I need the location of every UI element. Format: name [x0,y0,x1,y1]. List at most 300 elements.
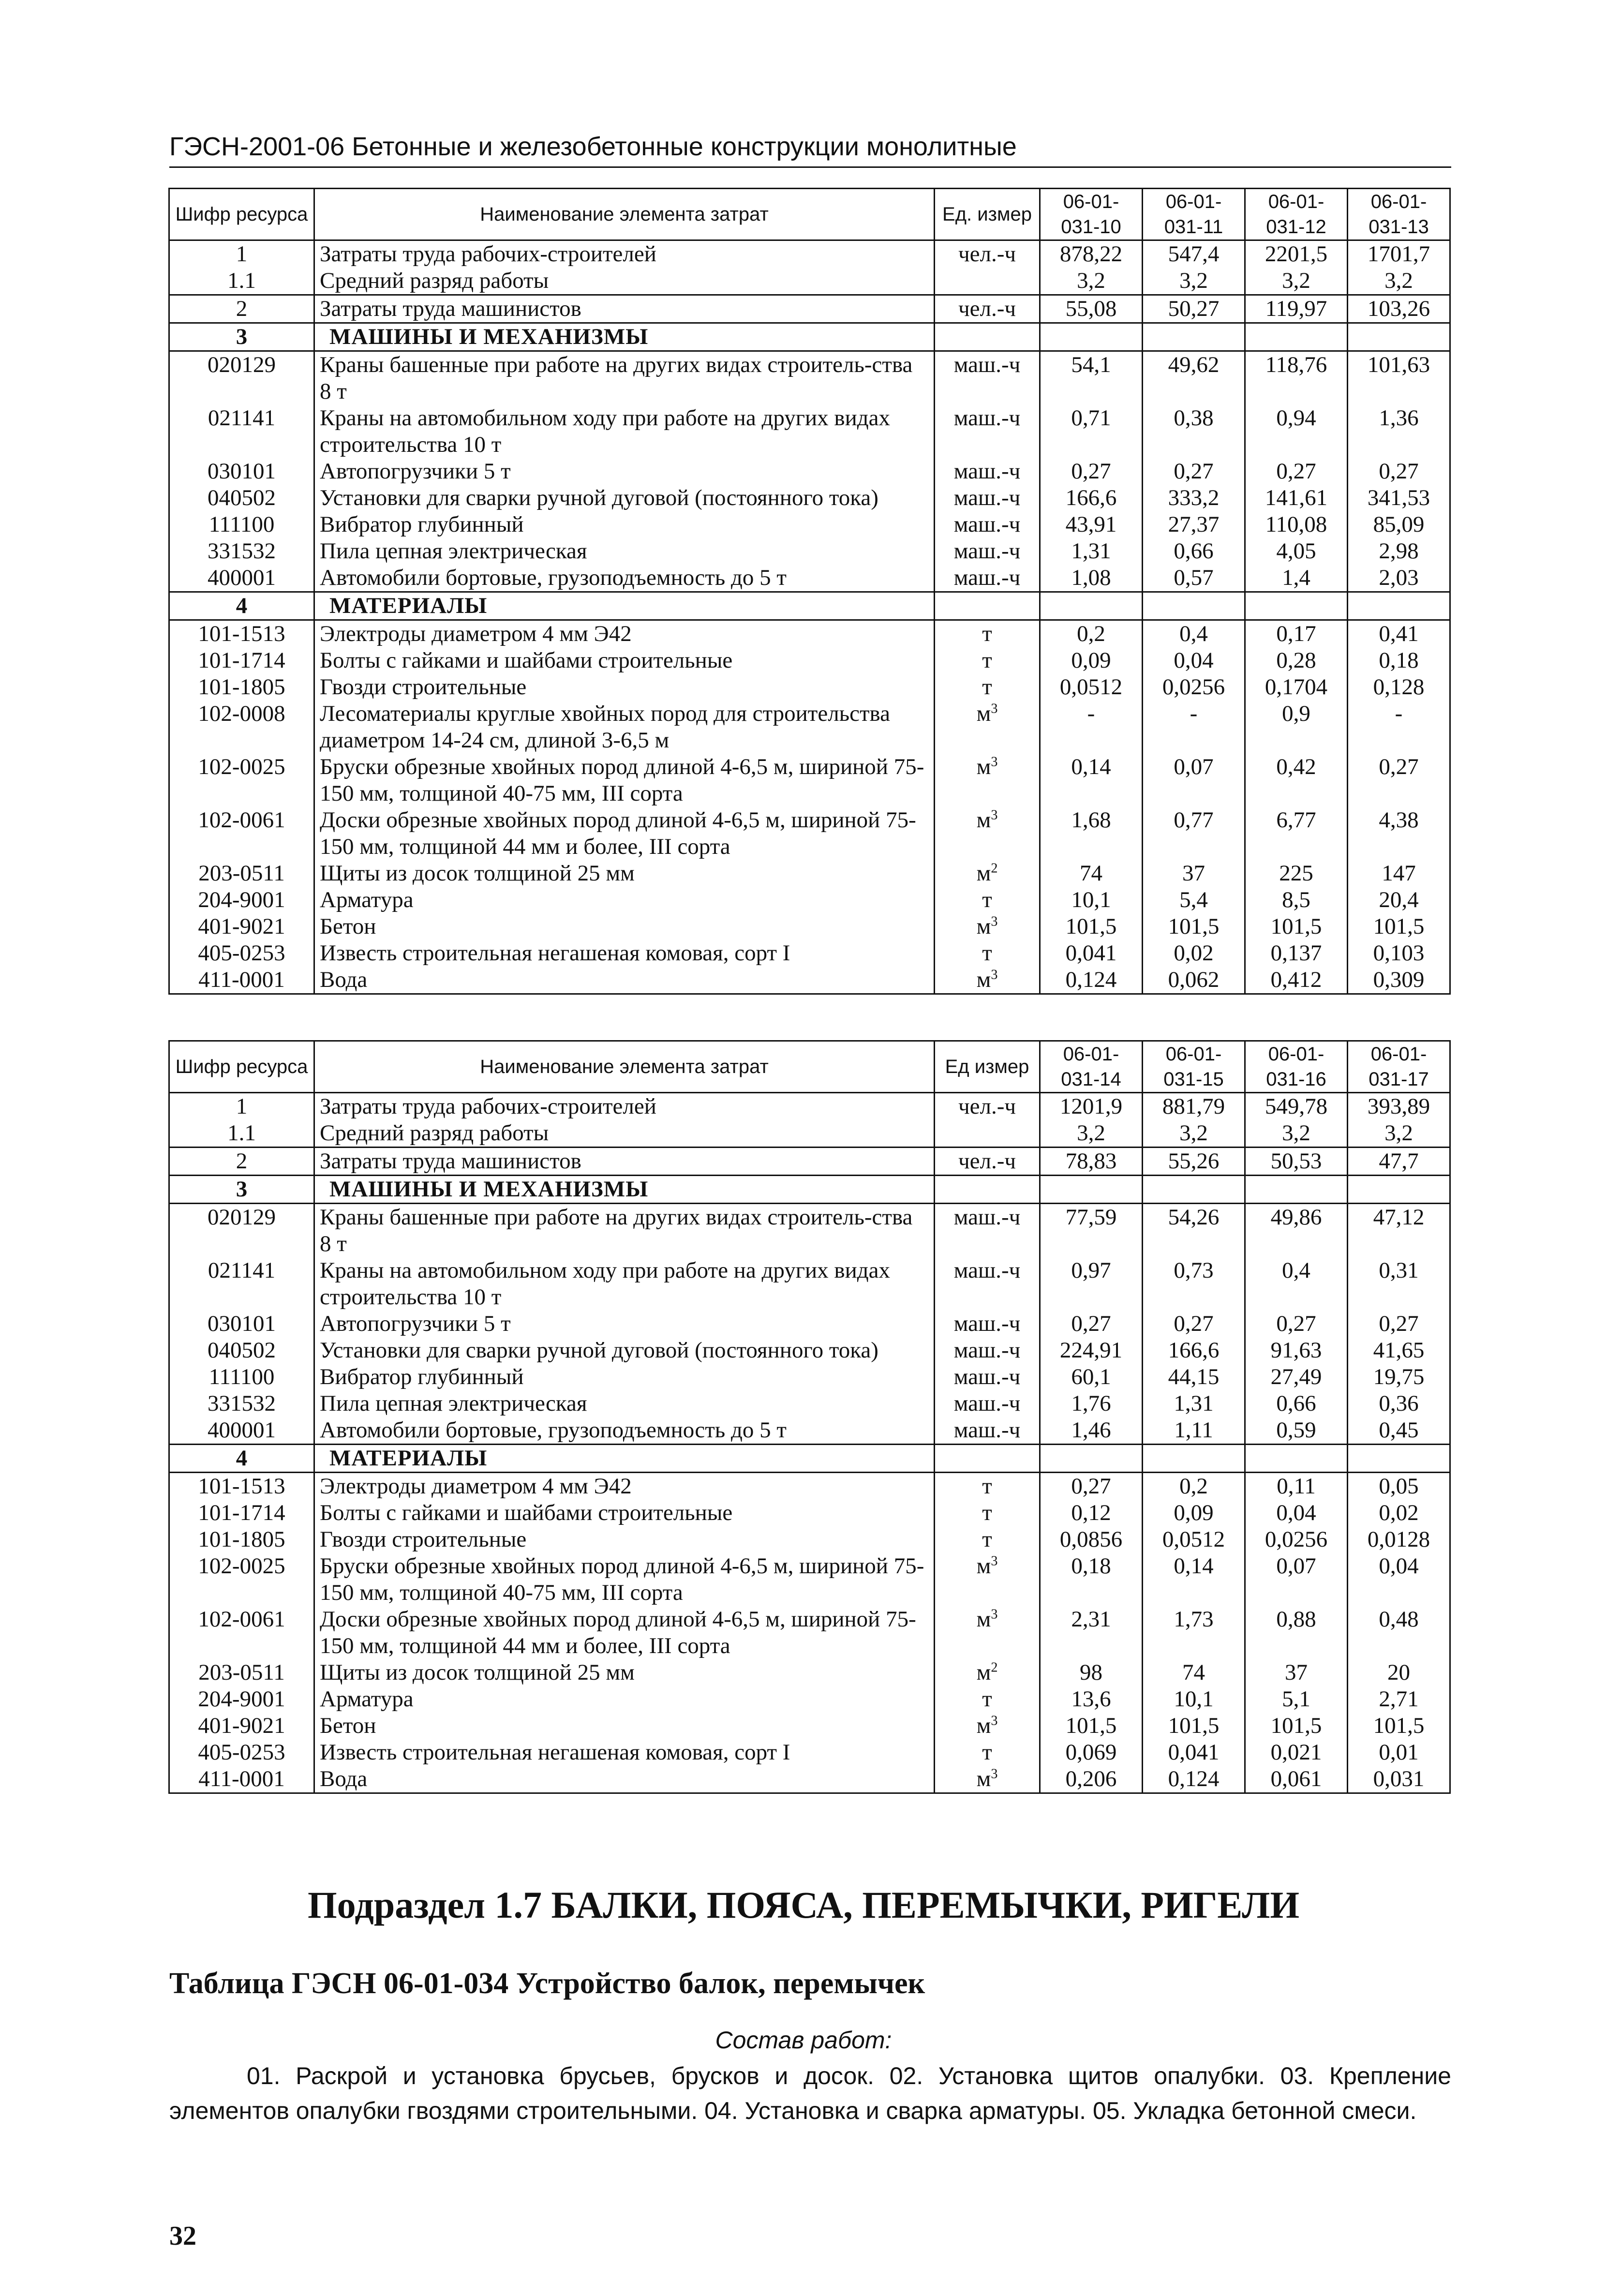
value-cell: 0,0512 [1040,674,1143,701]
resource-code: 101-1805 [169,674,314,701]
value-cell: 2,31 [1040,1606,1143,1659]
resource-name: Бруски обрезные хвойных пород длиной 4-6,5 м, шириной 75-150 мм, толщиной 40-75 мм, III сорта [314,1553,935,1606]
value-cell: 49,62 [1143,351,1245,405]
resource-table-2 [168,1040,1451,1794]
value-cell: 0,94 [1245,405,1348,458]
value-cell: 0,021 [1245,1739,1348,1766]
value-cell: 0,09 [1040,647,1143,674]
unit-exponent: 3 [991,1766,998,1782]
value-cell [1245,1176,1348,1204]
unit-cell [935,240,1040,268]
value-cell: 333,2 [1143,485,1245,511]
unit-cell [935,620,1040,648]
value-cell: 13,6 [1040,1686,1143,1713]
unit-cell [935,1337,1040,1364]
value-cell: 1,11 [1143,1417,1245,1445]
value-cell: 101,5 [1245,1713,1348,1739]
value-cell: 0,59 [1245,1417,1348,1445]
unit-text: чел.-ч [958,241,1016,267]
page-header: ГЭСН-2001-06 Бетонные и железобетонные конструкции монолитные [169,130,1451,168]
resource-code: 2 [169,1148,314,1176]
unit-cell [935,1686,1040,1713]
resource-name: Затраты труда машинистов [314,1148,935,1176]
value-cell: 0,061 [1245,1766,1348,1793]
table-row [169,1364,1450,1390]
unit-text: т [982,1500,992,1525]
value-cell: 141,61 [1245,485,1348,511]
resource-code: 1 [169,240,314,268]
value-cell: - [1040,701,1143,754]
unit-cell [935,1526,1040,1553]
value-cell [1040,1445,1143,1473]
value-cell: 1,76 [1040,1390,1143,1417]
unit-text: маш.-ч [953,538,1021,564]
value-cell: 224,91 [1040,1337,1143,1364]
unit-text: м [976,1766,991,1791]
resource-name: Краны на автомобильном ходу при работе на других видах строительства 10 т [314,405,935,458]
value-cell: 3,2 [1245,1120,1348,1148]
unit-cell [935,887,1040,913]
section-row [169,323,1450,351]
resource-code: 020129 [169,351,314,405]
value-cell: 101,5 [1143,913,1245,940]
value-cell: 0,14 [1143,1553,1245,1606]
value-cell: 0,27 [1040,1311,1143,1337]
col-header-unit: Ед измер [935,1041,1040,1093]
value-cell: 27,37 [1143,511,1245,538]
value-cell: - [1348,701,1450,754]
unit-exponent: 2 [991,861,998,876]
value-cell: 1,73 [1143,1606,1245,1659]
value-cell: 0,0856 [1040,1526,1143,1553]
resource-name: Доски обрезные хвойных пород длиной 4-6,5 м, шириной 75-150 мм, толщиной 44 мм и более, III сорта [314,807,935,860]
value-cell: 110,08 [1245,511,1348,538]
unit-cell [935,913,1040,940]
unit-text: маш.-ч [953,565,1021,590]
resource-name: Автопогрузчики 5 т [314,1311,935,1337]
unit-text: маш.-ч [953,485,1021,510]
value-cell: 0,05 [1348,1473,1450,1500]
value-cell: 98 [1040,1659,1143,1686]
value-cell: 0,02 [1143,940,1245,967]
value-cell: 0,17 [1245,620,1348,648]
value-cell: 1,31 [1143,1390,1245,1417]
resource-code: 401-9021 [169,913,314,940]
resource-code: 040502 [169,1337,314,1364]
value-cell: 101,5 [1348,1713,1450,1739]
value-cell: 0,12 [1040,1500,1143,1526]
unit-text: маш.-ч [953,512,1021,537]
value-cell: 0,66 [1245,1390,1348,1417]
value-cell: 0,1704 [1245,674,1348,701]
value-cell: 0,0256 [1245,1526,1348,1553]
value-cell [1040,323,1143,351]
resource-code: 1.1 [169,268,314,295]
value-cell: 0,31 [1348,1257,1450,1311]
table-row [169,674,1450,701]
resource-name: Установки для сварки ручной дуговой (постоянного тока) [314,485,935,511]
value-cell: 0,14 [1040,754,1143,807]
col-header-name: Наименование элемента затрат [314,189,935,240]
value-cell: 225 [1245,860,1348,887]
unit-cell [935,807,1040,860]
resource-code: 331532 [169,1390,314,1417]
unit-cell [935,860,1040,887]
unit-cell [935,1739,1040,1766]
value-cell: 147 [1348,860,1450,887]
value-cell: 1,08 [1040,565,1143,592]
unit-cell [935,1473,1040,1500]
value-cell: 0,07 [1245,1553,1348,1606]
resource-name: Лесоматериалы круглые хвойных пород для строительства диаметром 14-24 см, длиной 3-6,5 м [314,701,935,754]
value-cell: 77,59 [1040,1204,1143,1258]
resource-code: 021141 [169,1257,314,1311]
value-cell: 0,206 [1040,1766,1143,1793]
value-cell: 0,88 [1245,1606,1348,1659]
value-cell: 4,05 [1245,538,1348,565]
unit-cell [935,485,1040,511]
resource-name: Гвозди строительные [314,1526,935,1553]
unit-text: т [982,887,992,912]
value-cell: 0,77 [1143,807,1245,860]
table-row [169,1739,1450,1766]
value-cell [1348,1176,1450,1204]
resource-code: 030101 [169,1311,314,1337]
resource-name: Затраты труда машинистов [314,295,935,323]
resource-code: 203-0511 [169,860,314,887]
value-cell: 8,5 [1245,887,1348,913]
resource-name: Бруски обрезные хвойных пород длиной 4-6,5 м, шириной 75-150 мм, толщиной 40-75 мм, III сорта [314,754,935,807]
resource-code: 3 [169,323,314,351]
value-cell: 91,63 [1245,1337,1348,1364]
unit-cell [935,1417,1040,1445]
unit-exponent: 3 [991,701,998,716]
resource-code: 405-0253 [169,1739,314,1766]
table-row [169,913,1450,940]
value-cell: 0,412 [1245,967,1348,994]
col-header-variant: 06-01-031-16 [1245,1041,1348,1093]
table-row [169,240,1450,268]
value-cell: 3,2 [1040,268,1143,295]
table-row [169,268,1450,295]
unit-cell [935,940,1040,967]
value-cell: 0,27 [1245,1311,1348,1337]
table-row [169,1553,1450,1606]
resource-name: Щиты из досок толщиной 25 мм [314,1659,935,1686]
resource-code: 400001 [169,565,314,592]
value-cell: 50,27 [1143,295,1245,323]
value-cell: 2,71 [1348,1686,1450,1713]
unit-text: м [976,754,991,779]
unit-text: м [976,1553,991,1579]
resource-code: 331532 [169,538,314,565]
value-cell: 1,46 [1040,1417,1143,1445]
value-cell: 881,79 [1143,1093,1245,1120]
unit-cell [935,1311,1040,1337]
value-cell [1348,323,1450,351]
col-header-variant: 06-01-031-12 [1245,189,1348,240]
value-cell: 101,63 [1348,351,1450,405]
resource-code: 101-1513 [169,1473,314,1500]
value-cell: 0,04 [1143,647,1245,674]
value-cell: 119,97 [1245,295,1348,323]
value-cell: 0,48 [1348,1606,1450,1659]
resource-code: 203-0511 [169,1659,314,1686]
unit-cell [935,1148,1040,1176]
value-cell: 0,73 [1143,1257,1245,1311]
unit-cell [935,1093,1040,1120]
value-cell: 0,4 [1143,620,1245,648]
section-row [169,1176,1450,1204]
col-header-name: Наименование элемента затрат [314,1041,935,1093]
value-cell: 2,03 [1348,565,1450,592]
resource-name: Вода [314,1766,935,1793]
resource-name: Доски обрезные хвойных пород длиной 4-6,5 м, шириной 75-150 мм, толщиной 44 мм и более, III сорта [314,1606,935,1659]
value-cell [1245,323,1348,351]
section-row [169,592,1450,620]
section-row [169,1445,1450,1473]
value-cell: 0,0128 [1348,1526,1450,1553]
table-row [169,1257,1450,1311]
unit-cell [935,674,1040,701]
value-cell: 10,1 [1040,887,1143,913]
resource-code: 411-0001 [169,967,314,994]
value-cell: 0,062 [1143,967,1245,994]
resource-name: Средний разряд работы [314,1120,935,1148]
value-cell: 1201,9 [1040,1093,1143,1120]
value-cell: 0,27 [1245,458,1348,485]
unit-text: маш.-ч [953,405,1021,431]
resource-code: 101-1805 [169,1526,314,1553]
value-cell: 878,22 [1040,240,1143,268]
table-row [169,1148,1450,1176]
table-body [169,240,1450,994]
value-cell [1040,1176,1143,1204]
unit-exponent: 3 [991,1553,998,1569]
resource-name: Затраты труда рабочих-строителей [314,240,935,268]
value-cell: 0,57 [1143,565,1245,592]
value-cell: 85,09 [1348,511,1450,538]
unit-text: маш.-ч [953,1205,1021,1230]
value-cell: 43,91 [1040,511,1143,538]
subsection-title: Подраздел 1.7 БАЛКИ, ПОЯСА, ПЕРЕМЫЧКИ, РИГЕЛИ [307,1884,1300,1926]
value-cell: 0,041 [1040,940,1143,967]
resource-code: 405-0253 [169,940,314,967]
value-cell: 4,38 [1348,807,1450,860]
value-cell: 0,97 [1040,1257,1143,1311]
unit-text: т [982,1740,992,1765]
unit-text: м [976,914,991,939]
col-header-code: Шифр ресурса [169,1041,314,1093]
resource-name: Краны башенные при работе на других видах строитель-ства 8 т [314,1204,935,1258]
col-header-code: Шифр ресурса [169,189,314,240]
value-cell: 0,27 [1143,458,1245,485]
value-cell: 3,2 [1143,268,1245,295]
unit-cell [935,967,1040,994]
table-title: Таблица ГЭСН 06-01-034 Устройство балок, перемычек [169,1967,925,2000]
table-row [169,887,1450,913]
resource-name: Щиты из досок толщиной 25 мм [314,860,935,887]
unit-text: т [982,1527,992,1552]
col-header-variant: 06-01-031-17 [1348,1041,1450,1093]
unit-cell [935,754,1040,807]
value-cell: 3,2 [1348,268,1450,295]
value-cell: 0,27 [1040,458,1143,485]
value-cell: 0,41 [1348,620,1450,648]
value-cell [1348,592,1450,620]
value-cell: 0,103 [1348,940,1450,967]
col-header-unit: Ед. измер [935,189,1040,240]
resource-code: 4 [169,592,314,620]
value-cell: 0,27 [1143,1311,1245,1337]
value-cell [1245,592,1348,620]
unit-text: чел.-ч [958,1094,1016,1119]
unit-exponent: 3 [991,1607,998,1622]
resource-name: Вода [314,967,935,994]
value-cell: 5,1 [1245,1686,1348,1713]
value-cell: 0,124 [1040,967,1143,994]
value-cell: 0,18 [1040,1553,1143,1606]
value-cell: 0,2 [1040,620,1143,648]
value-cell [1143,1445,1245,1473]
value-cell: 101,5 [1040,913,1143,940]
col-header-variant: 06-01-031-10 [1040,189,1143,240]
resource-name: Автопогрузчики 5 т [314,458,935,485]
value-cell [1143,1176,1245,1204]
value-cell: 101,5 [1245,913,1348,940]
unit-text: м [976,861,991,886]
col-header-variant: 06-01-031-11 [1143,189,1245,240]
unit-cell [935,1553,1040,1606]
resource-name: Болты с гайками и шайбами строительные [314,1500,935,1526]
value-cell: 0,0512 [1143,1526,1245,1553]
value-cell: 101,5 [1143,1713,1245,1739]
unit-text: маш.-ч [953,1258,1021,1283]
unit-text: т [982,1686,992,1712]
value-cell: 20,4 [1348,887,1450,913]
resource-code: 102-0061 [169,1606,314,1659]
table-row [169,351,1450,405]
unit-text: т [982,648,992,673]
resource-code: 102-0025 [169,754,314,807]
unit-text: м [976,701,991,726]
unit-cell [935,565,1040,592]
unit-exponent: 3 [991,967,998,983]
value-cell [1245,1445,1348,1473]
value-cell: 1,36 [1348,405,1450,458]
value-cell: 20 [1348,1659,1450,1686]
table-row [169,1204,1450,1258]
col-header-variant: 06-01-031-15 [1143,1041,1245,1093]
value-cell: 0,28 [1245,647,1348,674]
table-row [169,1473,1450,1500]
value-cell: 54,26 [1143,1204,1245,1258]
unit-text: м [976,967,991,992]
unit-cell [935,701,1040,754]
resource-code: 204-9001 [169,887,314,913]
unit-text: маш.-ч [953,1338,1021,1363]
unit-text: чел.-ч [958,296,1016,321]
resource-name: Арматура [314,1686,935,1713]
unit-text: м [976,1607,991,1632]
value-cell: 0,45 [1348,1417,1450,1445]
resource-code: 411-0001 [169,1766,314,1793]
resource-code: 102-0008 [169,701,314,754]
unit-cell [935,1204,1040,1258]
unit-cell [935,295,1040,323]
resource-code: 401-9021 [169,1713,314,1739]
unit-cell [935,1500,1040,1526]
resource-name: Бетон [314,913,935,940]
unit-exponent: 3 [991,807,998,823]
value-cell: 0,137 [1245,940,1348,967]
value-cell: 50,53 [1245,1148,1348,1176]
resource-name: Бетон [314,1713,935,1739]
value-cell: 0,09 [1143,1500,1245,1526]
value-cell: 0,309 [1348,967,1450,994]
unit-text: т [982,621,992,646]
value-cell: 1701,7 [1348,240,1450,268]
unit-text: т [982,674,992,700]
value-cell: 19,75 [1348,1364,1450,1390]
unit-text: т [982,1474,992,1499]
value-cell: 101,5 [1040,1713,1143,1739]
table-body [169,1093,1450,1793]
value-cell: 0,124 [1143,1766,1245,1793]
unit-cell [935,1659,1040,1686]
unit-cell [935,1606,1040,1659]
table-row [169,940,1450,967]
section-title: МАТЕРИАЛЫ [314,1445,935,1473]
section-title: МАТЕРИАЛЫ [314,592,935,620]
value-cell: 2201,5 [1245,240,1348,268]
resource-name: Известь строительная негашеная комовая, сорт I [314,1739,935,1766]
resource-name: Автомобили бортовые, грузоподъемность до 5 т [314,1417,935,1445]
value-cell: 549,78 [1245,1093,1348,1120]
unit-text: маш.-ч [953,1364,1021,1389]
table-row [169,620,1450,648]
resource-code: 2 [169,295,314,323]
value-cell: 5,4 [1143,887,1245,913]
unit-text: м [976,1660,991,1685]
value-cell [1040,592,1143,620]
table-row [169,538,1450,565]
value-cell: 0,128 [1348,674,1450,701]
unit-text: маш.-ч [953,1391,1021,1416]
resource-table-1 [168,188,1451,995]
value-cell [1143,323,1245,351]
value-cell: 0,9 [1245,701,1348,754]
unit-cell [935,1120,1040,1148]
resource-code: 111100 [169,511,314,538]
resource-code: 101-1513 [169,620,314,648]
value-cell: 0,27 [1348,1311,1450,1337]
resource-name: Пила цепная электрическая [314,538,935,565]
unit-cell [935,511,1040,538]
resource-name: Автомобили бортовые, грузоподъемность до 5 т [314,565,935,592]
resource-name: Вибратор глубинный [314,511,935,538]
resource-code: 101-1714 [169,647,314,674]
unit-exponent: 3 [991,914,998,929]
work-composition-title: Состав работ: [715,2027,892,2054]
value-cell: 0,66 [1143,538,1245,565]
value-cell: 166,6 [1143,1337,1245,1364]
value-cell: 0,01 [1348,1739,1450,1766]
resource-name: Пила цепная электрическая [314,1390,935,1417]
value-cell: 41,65 [1348,1337,1450,1364]
resource-code: 3 [169,1176,314,1204]
table-row [169,1390,1450,1417]
